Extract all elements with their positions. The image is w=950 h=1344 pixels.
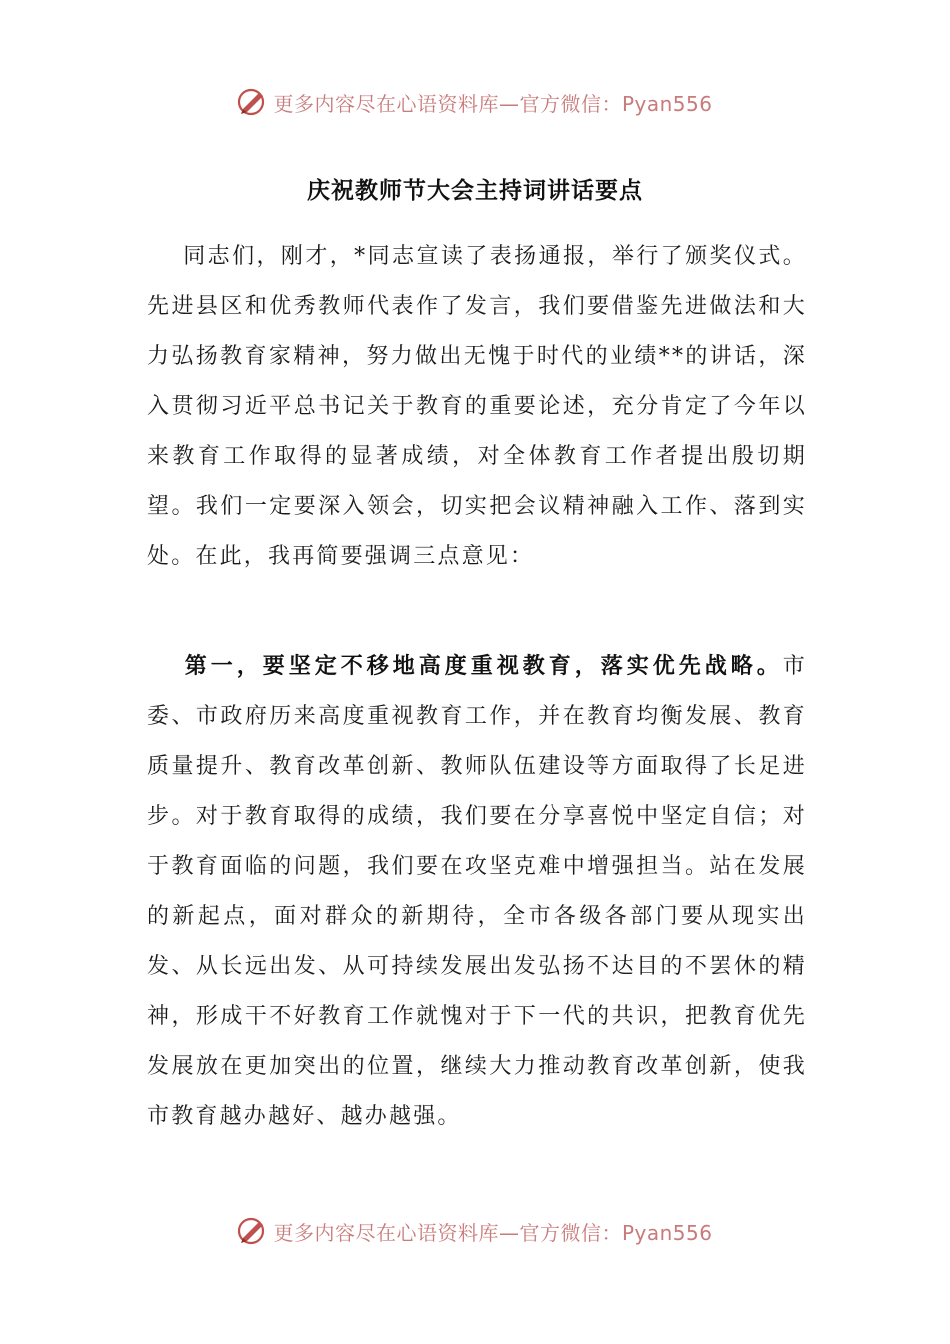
- paragraph-point-one: [147, 642, 807, 1142]
- watermark-banner-bottom: [0, 1211, 950, 1251]
- paragraph-intro: [147, 232, 807, 582]
- watermark-text: 更多内容尽在心语资料库—官方微信：Pyan556: [273, 91, 713, 116]
- pen-logo-icon: [237, 87, 267, 117]
- paragraph-body: 同志们，刚才，*同志宣读了表扬通报，举行了颁奖仪式。先进县区和优秀教师代表作了发言，我们要借鉴先进做法和大力弘扬教育家精神，努力做出无愧于时代的业绩**的讲话，深入贯彻习近平总书记关于教育的重要论述，充分肯定了今年以来教育工作取得的显著成绩，对全体教育工作者提出殷切期望。我们一定要深入领会，切实把会议精神融入工作、落到实处。在此，我再简要强调三点意见：: [147, 244, 807, 569]
- watermark-banner-top: [0, 82, 950, 122]
- document-title: 庆祝教师节大会主持词讲话要点: [307, 178, 643, 204]
- watermark-text: 更多内容尽在心语资料库—官方微信：Pyan556: [273, 1220, 713, 1245]
- pen-logo-icon: [237, 1216, 267, 1246]
- paragraph-body: 市委、市政府历来高度重视教育工作，并在教育均衡发展、教育质量提升、教育改革创新、教师队伍建设等方面取得了长足进步。对于教育取得的成绩，我们要在分享喜悦中坚定自信；对于教育面临的问题，我们要在攻坚克难中增强担当。站在发展的新起点，面对群众的新期待，全市各级各部门要从现实出发、从长远出发、从可持续发展出发弘扬不达目的不罢休的精神，形成干不好教育工作就愧对于下一代的共识，把教育优先发展放在更加突出的位置，继续大力推动教育改革创新，使我市教育越办越好、越办越强。: [147, 654, 807, 1129]
- paragraph-lead: 第一，要坚定不移地高度重视教育，落实优先战略。: [183, 654, 783, 679]
